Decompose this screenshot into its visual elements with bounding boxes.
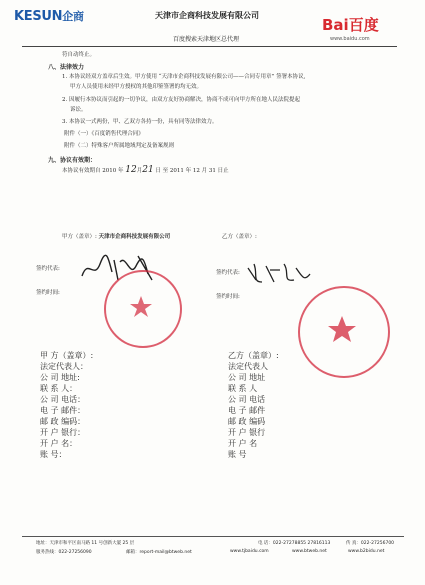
info-b-row: 开 户 银行 — [228, 428, 266, 437]
footer-address: 地址：天津市和平区南马路 11 号创新大厦 25 层 — [36, 541, 135, 546]
party-b-signature — [244, 258, 314, 288]
party-b-sign-line: 乙方（盖章）: — [222, 234, 257, 240]
clause-8-2-cont: 诉讼。 — [70, 107, 87, 113]
info-b-row: 账 号 — [228, 450, 247, 459]
footer-website-2[interactable]: www.btweb.net — [292, 549, 327, 554]
header-subtitle: 百度搜索天津地区总代理 — [173, 36, 240, 43]
handwritten-day: 21 — [142, 165, 154, 175]
clause-8-1-cont: 甲方人员使用未经甲方授权的其他印鉴签署的均无效。 — [70, 84, 203, 90]
party-a-company-seal — [104, 270, 182, 348]
info-a-row: 开 户 名： — [40, 439, 78, 448]
info-b-row: 乙方（盖章）: — [228, 351, 279, 360]
party-a-rep: 签约代表: — [36, 266, 60, 272]
footer-website-3[interactable]: www.b2bidu.net — [348, 549, 385, 554]
info-a-row: 开 户 银行： — [40, 428, 86, 437]
header-divider — [22, 46, 397, 47]
baidu-logo: Bai百度 — [322, 16, 379, 34]
party-a-sign-line: 甲方（盖章）: 天津市企商科技发展有限公司 — [62, 234, 171, 240]
handwritten-month: 12 — [125, 165, 137, 175]
footer-tel: 电 话：022-27278855 27816113 — [258, 541, 331, 546]
party-b-info-block — [228, 350, 279, 460]
footer-fax: 传 真：022-27256700 — [346, 541, 395, 546]
info-b-row: 公 司 电话 — [228, 395, 266, 404]
attachment-1: 附件（一）《百度销售代理合同》 — [64, 131, 144, 137]
party-b-time: 签约时间: — [216, 294, 240, 300]
info-a-row: 公 司 地址: — [40, 373, 80, 382]
party-b-rep: 签约代表: — [216, 270, 240, 276]
attachment-2: 附件（二）特殊客户所属地域判定及备案规则 — [64, 143, 175, 149]
party-b-company-seal — [298, 286, 390, 378]
info-b-row: 法定代表人 — [228, 362, 268, 371]
info-b-row: 联 系 人 — [228, 384, 258, 393]
footer-website-1[interactable]: www.tjbaidu.com — [230, 549, 269, 554]
info-b-row: 邮 政 编码 — [228, 417, 266, 426]
party-a-info-block — [40, 350, 93, 460]
info-a-row: 公 司 电话： — [40, 395, 86, 404]
info-a-row: 联 系 人： — [40, 384, 78, 393]
info-a-row: 电 子 邮件： — [40, 406, 86, 415]
clause-8-3: 3. 本协议一式两份，甲、乙双方各持一份，具有同等法律效力。 — [62, 119, 218, 125]
section-8-title: 八、法律效力 — [48, 64, 85, 71]
clause-8-1: 1. 本协议经双方盖章后生效。甲方使用 “天津市企商科技发展有限公司——合同专用章” 签署本协议, — [62, 74, 306, 80]
party-a-time: 签约时间: — [36, 290, 60, 296]
clause-8-2: 2. 因履行本协议而引起的一切争议，由双方友好协商解决，协商不成可向甲方所在地人民法院提起 — [62, 97, 300, 103]
info-a-row: 账 号： — [40, 450, 67, 459]
info-b-row: 电 子 邮件 — [228, 406, 266, 415]
kesun-logo: KESUN企商 — [14, 9, 84, 24]
company-name-header: 天津市企商科技发展有限公司 — [155, 10, 259, 20]
seal-star-icon — [298, 286, 386, 374]
info-a-row: 甲 方（盖章）: — [40, 351, 94, 360]
info-a-row: 法定代表人： — [40, 362, 88, 371]
info-a-row: 邮 政 编码： — [40, 417, 86, 426]
footer-hotline: 服务热线：022-27256090 — [36, 550, 92, 555]
continued-text: 符自动终止。 — [62, 52, 96, 58]
footer-email: 邮箱：report-mail@btweb.net — [126, 550, 192, 555]
section-9-title: 九、协议有效期： — [48, 157, 97, 164]
info-b-row: 公 司 地址 — [228, 373, 266, 382]
info-b-row: 开 户 名 — [228, 439, 258, 448]
validity-period: 本协议有效期自 2010 年 12月21 日 至 2011 年 12 月 31 日止 — [62, 165, 229, 175]
seal-star-icon — [104, 270, 178, 344]
baidu-url: www.baidu.com — [330, 36, 370, 42]
footer-divider — [22, 536, 404, 537]
